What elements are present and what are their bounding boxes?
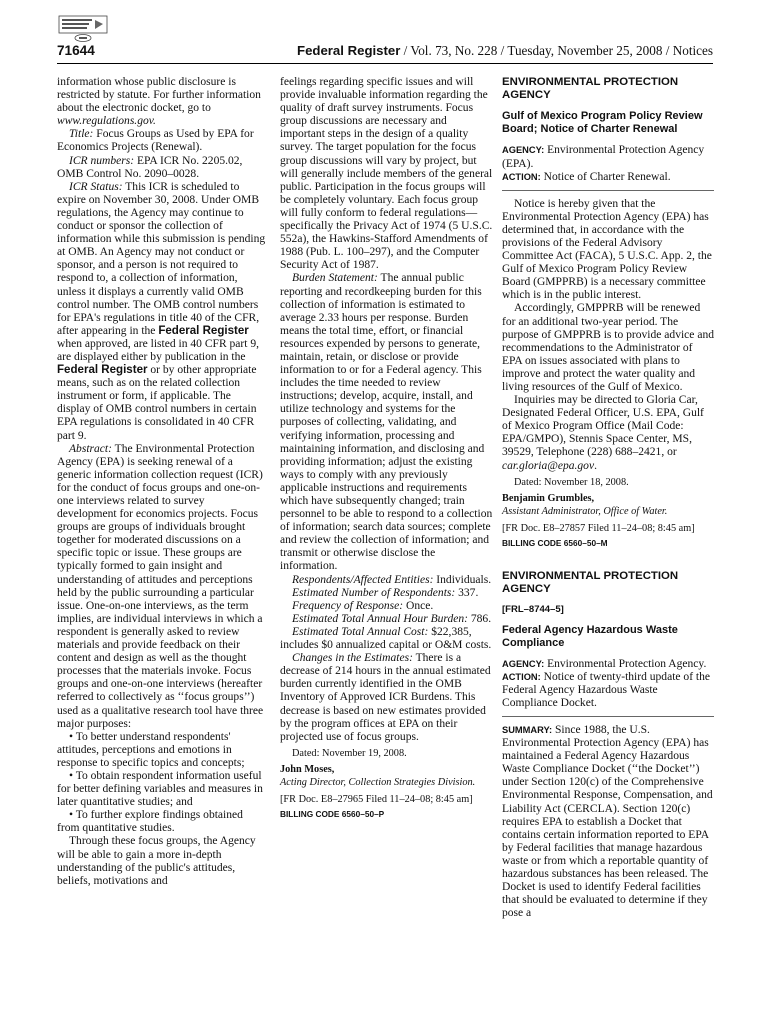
regulations-link[interactable]: www.regulations.gov. [57,115,156,128]
agency-line: AGENCY: Environmental Protection Agency (EPA). [502,144,705,170]
running-head: Federal Register / Vol. 73, No. 228 / Tuesday, November 25, 2008 / Notices [297,43,713,58]
gpo-eagle-seal-icon [57,14,109,44]
paragraph: information whose public disclosure is restricted by statute. For further information about the electronic docket, go to www.regulations.gov. [57,76,261,128]
journal-name: Federal Register [297,43,401,58]
signer-name: John Moses, [280,763,335,775]
paragraph-number-respondents: Estimated Number of Respondents: 337. [292,586,479,599]
billing-code: BILLING CODE 6560–50–M [502,538,608,549]
paragraph: Accordingly, GMPPRB will be renewed for an additional two-year period. The purpose of GMPPRB is to provide advice and recommendations to the Administrator of EPA on issues associated with plans to improve and protect the water quality and living resources of the Gulf of Mexico. [502,302,714,393]
section-divider [502,716,714,717]
summary-paragraph: SUMMARY: Since 1988, the U.S. Environmental Protection Agency (EPA) has maintained a Federal Agency Hazardous Waste Compliance Docket (‘‘the Docket’’) under Section 120(c) of the Comprehensive Environmental Response, Compensation, and Liability Act (CERCLA). Section 120(c) requires EPA to establish a Docket that contains certain information reported to EPA by Federal facilities that manage hazardous waste or from which a reportable quantity of hazardous substances has been released. The Docket is used to identify Federal facilities that should be evaluated to determine if they pose a [502,724,713,920]
signer-title: Assistant Administrator, Office of Water. [502,505,668,517]
column-1 [57,76,267,888]
volume-issue: Vol. 73, No. 228 [410,43,498,58]
document-title: Federal Agency Hazardous Waste Compliance [502,623,678,649]
column-3 [502,76,714,920]
paragraph-abstract: Abstract: The Environmental Protection Agency (EPA) is seeking renewal of a generic information collection request (ICR) for the conduct of focus groups and one-on-one interviews related to survey development for economics projects. Focus groups are groups of individuals brought together for moderated discussions on a specific topic or issue. These groups are typically formed to gain insight and understanding of attitudes and perceptions held by the public surrounding a particular issue. One-on-one interviews, as the term implies, are individual interviews in which a respondent is generally asked to review materials and provide feedback on their content and design as well as the thought processes that the materials invoke. Focus groups and one-on-one interviews (hereafter referred to collectively as ‘‘focus groups’’) used as a qualitative research tool have three major purposes: [57,442,264,730]
paragraph-icr-numbers: ICR numbers: EPA ICR No. 2205.02, OMB Control No. 2090–0028. [57,154,243,180]
agency-line: AGENCY: Environmental Protection Agency. [502,657,707,670]
signer-name: Benjamin Grumbles, [502,492,595,504]
paragraph: Notice is hereby given that the Environmental Protection Agency (EPA) has determined that, in accordance with the provisions of the Federal Advisory Committee Act (FACA), 5 U.S.C. App. 2, the Gulf of Mexico Program Policy Review Board (GMPPRB) is a necessary committee which is in the public interest. [502,197,712,302]
paragraph-burden: Burden Statement: The annual public reporting and recordkeeping burden for this collection of information is estimated to average 2.33 hours per response. Burden means the total time, effort, or financial resources expended by persons to generate, maintain, retain, or disclose or provide information to or for a Federal agency. This includes the time needed to review instructions; develop, acquire, install, and utilize technology and systems for the purposes of collecting, validating, and verifying information, processing and maintaining information, and disclosing and providing information; adjust the existing ways to comply with any previously applicable instructions and requirements which have subsequently changed; train personnel to be able to respond to a collection of information; search data sources; complete and review the collection of information; and transmit or otherwise disclose the information. [280,272,493,573]
frl-number: [FRL–8744–5] [502,603,564,615]
dated-line: Dated: November 19, 2008. [292,747,407,759]
bullet-item: • To obtain respondent information useful for better defining variables and measures in later quantitative studies; and [57,769,263,809]
dated-line: Dated: November 18, 2008. [514,476,629,488]
page-number: 71644 [57,43,95,58]
paragraph: feelings regarding specific issues and will provide invaluable information regarding the quality of draft survey instruments. Focus group discussions are necessary and important steps in the design of a quality survey. The target population for the focus group discussions will vary by project, but will generally include members of the general public. Participation in the focus groups will be completely voluntary. Each focus group will fully conform to federal regulations—specifically the Privacy Act of 1974 (5 U.S.C. 552a), the Hawkins-Stafford Amendments of 1988 (Pub. L. 100–297), and the Computer Security Act of 1987. [280,76,493,272]
section-divider [502,190,714,191]
paragraph-icr-status: ICR Status: This ICR is scheduled to expire on November 30, 2008. Under OMB regulations, the Agency may continue to conduct or sponsor the collection of information while this submission is pending at OMB. An Agency may not conduct or sponsor, and a person is not required to respond to, a collection of information, unless it displays a currently valid OMB control number. The OMB control numbers for EPA's regulations in title 40 of the CFR, after appearing in the Federal Register when approved, are listed in 40 CFR part 9, are displayed either by publication in the Federal Register or by other appropriate means, such as on the related collection instrument or form, if applicable. The display of OMB control numbers in certain EPA regulations is consolidated in 40 CFR part 9. [57,180,266,442]
fr-doc-line: [FR Doc. E8–27857 Filed 11–24–08; 8:45 am] [502,522,695,534]
agency-heading: ENVIRONMENTAL PROTECTION AGENCY [502,570,679,596]
issue-date: Tuesday, November 25, 2008 [507,43,663,58]
bullet-item: • To better understand respondents' attitudes, perceptions and emotions in response to specific topics and concepts; [57,730,245,769]
paragraph: Through these focus groups, the Agency will be able to gain a more in-depth understanding of the public's attitudes, beliefs, motivations and [57,835,256,887]
column-2 [280,76,494,821]
paragraph-title: Title: Focus Groups as Used by EPA for Economics Projects (Renewal). [57,128,254,154]
fr-doc-line: [FR Doc. E8–27965 Filed 11–24–08; 8:45 am] [280,794,473,806]
paragraph-frequency: Frequency of Response: Once. [292,599,434,612]
document-title: Gulf of Mexico Program Policy Review Board; Notice of Charter Renewal [502,110,703,136]
paragraph-changes: Changes in the Estimates: There is a decrease of 214 hours in the annual estimated burden currently identified in the OMB Inventory of Approved ICR Burdens. This decrease is based on new estimates provided by the program offices at EPA on their projected use of focus groups. [280,652,491,743]
action-line: ACTION: Notice of twenty-third update of the Federal Agency Hazardous Waste Compliance Docket. [502,670,711,709]
paragraph-annual-cost: Estimated Total Annual Cost: $22,385, includes $0 annualized capital or O&M costs. [280,625,492,652]
paragraph-hour-burden: Estimated Total Annual Hour Burden: 786. [292,612,492,625]
email-link[interactable]: car.gloria@epa.gov [502,459,595,472]
header-rule [57,63,713,64]
action-line: ACTION: Notice of Charter Renewal. [502,170,671,183]
agency-heading: ENVIRONMENTAL PROTECTION AGENCY [502,76,679,102]
paragraph-respondents: Respondents/Affected Entities: Individuals. [292,573,492,586]
paragraph-inquiries: Inquiries may be directed to Gloria Car, Designated Federal Officer, U.S. EPA, Gulf of Mexico Program Office (Mail Code: EPA/GMPO), Stennis Space Center, MS, 39529, Telephone (228) 688–2421, or car.gloria@epa.gov. [502,394,704,472]
section-name: Notices [672,43,713,58]
signer-title: Acting Director, Collection Strategies Division. [280,776,476,788]
bullet-item: • To further explore findings obtained from quantitative studies. [57,809,243,835]
running-header [57,43,713,61]
billing-code: BILLING CODE 6560–50–P [280,809,385,820]
